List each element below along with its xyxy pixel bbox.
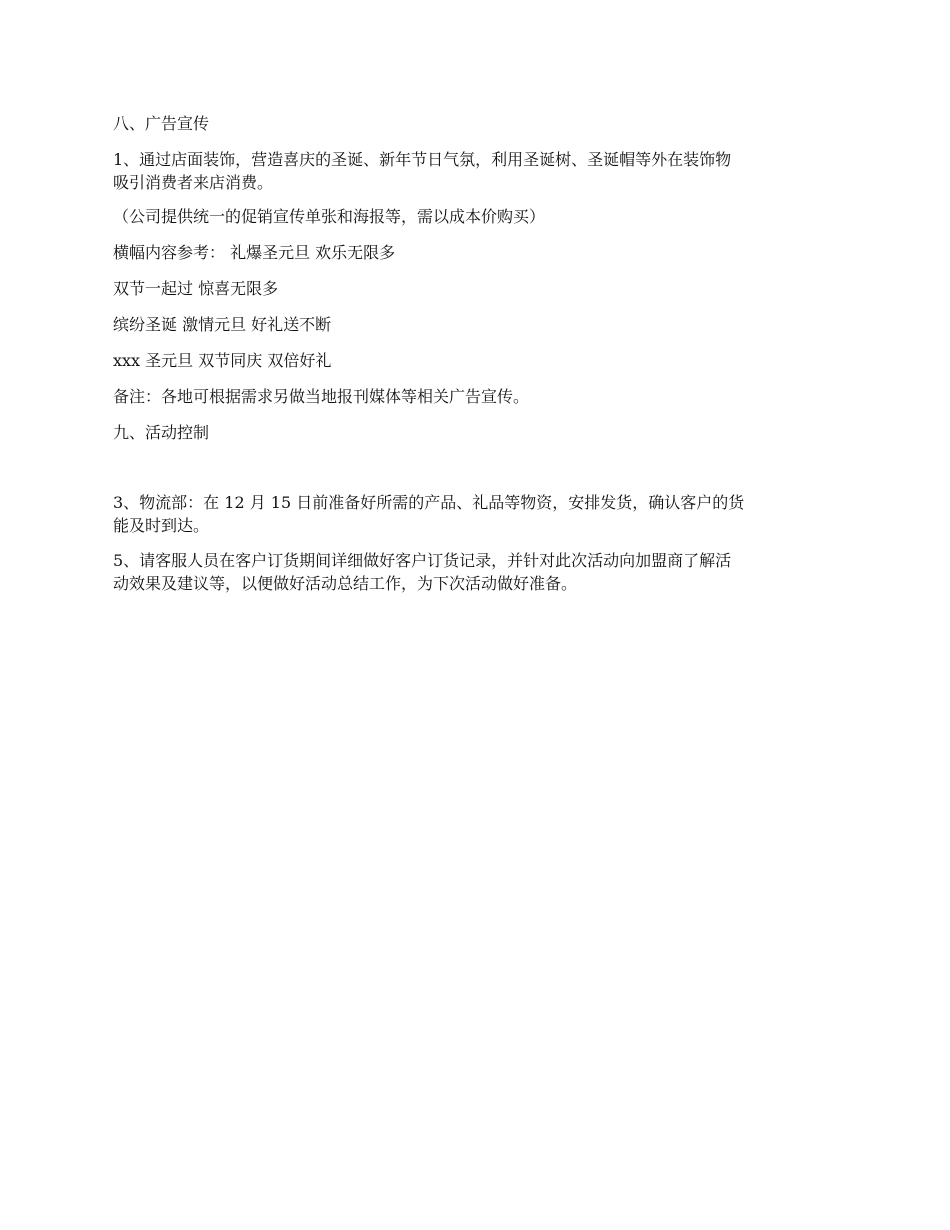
paragraph-store-decoration xyxy=(113,148,833,194)
paragraph-line: 吸引消费者来店消费。 xyxy=(113,173,274,192)
section-heading-advertising: 八、广告宣传 xyxy=(113,114,210,133)
paragraph-logistics xyxy=(113,491,833,537)
paragraph-line: 3、物流部：在 12 月 15 日前准备好所需的产品、礼品等物资，安排发货，确认客户的货 xyxy=(113,493,745,512)
paragraph-line: 1、通过店面装饰，营造喜庆的圣诞、新年节日气氛，利用圣诞树、圣诞帽等外在装饰物 xyxy=(113,150,732,169)
paragraph-banner-slogan: xxx 圣元旦 双节同庆 双倍好礼 xyxy=(113,351,332,370)
paragraph-line: 5、请客服人员在客户订货期间详细做好客户订货记录，并针对此次活动向加盟商了解活 xyxy=(113,551,732,570)
paragraph-banner-slogan: 缤纷圣诞 激情元旦 好礼送不断 xyxy=(113,315,332,334)
paragraph-banner-slogan: 双节一起过 惊喜无限多 xyxy=(113,279,279,298)
paragraph-remark: 备注：各地可根据需求另做当地报刊媒体等相关广告宣传。 xyxy=(113,387,530,406)
paragraph-company-note: （公司提供统一的促销宣传单张和海报等，需以成本价购买） xyxy=(113,207,546,226)
paragraph-banner-intro: 横幅内容参考： 礼爆圣元旦 欢乐无限多 xyxy=(113,243,396,262)
paragraph-line: 能及时到达。 xyxy=(113,516,210,535)
section-heading-activity-control: 九、活动控制 xyxy=(113,423,210,442)
paragraph-customer-service xyxy=(113,549,833,595)
paragraph-line: 动效果及建议等，以便做好活动总结工作，为下次活动做好准备。 xyxy=(113,574,578,593)
